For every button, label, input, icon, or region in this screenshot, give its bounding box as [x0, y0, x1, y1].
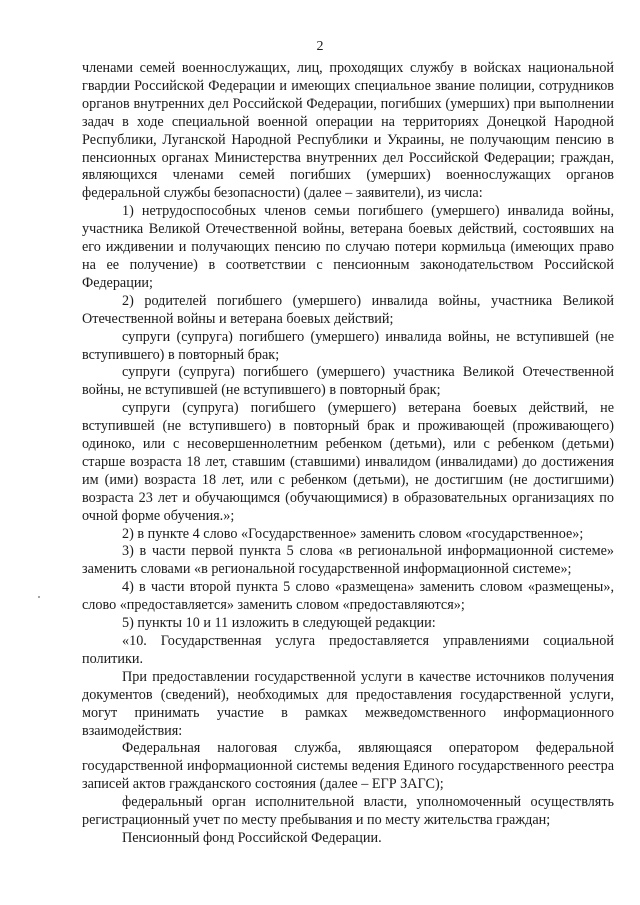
document-body — [82, 60, 614, 848]
paragraph: «10. Государственная услуга предоставляется управлениями социальной политики. — [82, 633, 614, 667]
paragraph: 1) нетрудоспособных членов семьи погибшего (умершего) инвалида войны, участника Великой Отечественной войны, ветерана боевых действий, состоявших на его иждивении и получающих пенсию по случаю потери кормильца (имеющих право на ее получение) в соответствии с пенсионным законодательством Российской Федерации; — [82, 203, 614, 291]
paragraph: При предоставлении государственной услуги в качестве источников получения документов (сведений), необходимых для предоставления государственной услуги, могут принимать участие в рамках межведомственного информационного взаимодействия: — [82, 668, 614, 739]
paragraph: 2) родителей погибшего (умершего) инвалида войны, участника Великой Отечественной войны и ветерана боевых действий; — [82, 292, 614, 327]
paragraph: Пенсионный фонд Российской Федерации. — [122, 829, 382, 846]
paragraph: 2) в пункте 4 слово «Государственное» заменить словом «государственное»; — [122, 525, 584, 542]
page-number: 2 — [316, 39, 324, 54]
paragraph: супруги (супруга) погибшего (умершего) участника Великой Отечественной войны, не вступившей (не вступившего) в повторный брак; — [82, 364, 614, 399]
paragraph: Федеральная налоговая служба, являющаяся оператором федеральной государственной информационной системы ведения Единого государственного реестра записей актов гражданского состояния (далее – ЕГР ЗАГС); — [82, 740, 614, 793]
paragraph: 4) в части второй пункта 5 слово «размещена» заменить словом «размещены», слово «предоставляется» заменить словом «предоставляются»; — [82, 579, 614, 614]
scan-mark — [38, 596, 40, 598]
paragraph: членами семей военнослужащих, лиц, проходящих службу в войсках национальной гвардии Российской Федерации и имеющих специальное звание полиции, сотрудников органов внутренних дел Российской Федерации, погибших (умерших) при выполнении задач в ходе специальной военной операции на территориях Донецкой Народной Республики, Луганской Народной Республики и Украины, не получающим пенсию в пенсионных органах Министерства внутренних дел Российской Федерации; граждан, являющихся членами семей погибших (умерших) военнослужащих органов федеральной службы безопасности) (далее – заявители), из числа: — [82, 60, 614, 202]
paragraph: супруги (супруга) погибшего (умершего) инвалида войны, не вступившей (не вступившего) в повторный брак; — [82, 328, 614, 363]
paragraph: супруги (супруга) погибшего (умершего) ветерана боевых действий, не вступившей (не вступившего) в повторный брак и проживающей (проживающего) одиноко, или с несовершеннолетним ребенком (детьми), или с ребенком (детьми) старше возраста 18 лет, ставшим (ставшими) инвалидом (инвалидами) до достижения им (ими) возраста 18 лет, или с ребенком (детьми), не достигшим (не достигшими) возраста 23 лет и обучающимся (обучающимися) в образовательных организациях по очной форме обучения.»; — [82, 400, 614, 524]
paragraph: федеральный орган исполнительной власти, уполномоченный осуществлять регистрационный учет по месту пребывания и по месту жительства граждан; — [82, 794, 614, 829]
paragraph: 3) в части первой пункта 5 слова «в региональной информационной системе» заменить словами «в региональной государственной информационной системе»; — [82, 543, 614, 578]
paragraph: 5) пункты 10 и 11 изложить в следующей редакции: — [122, 615, 436, 632]
